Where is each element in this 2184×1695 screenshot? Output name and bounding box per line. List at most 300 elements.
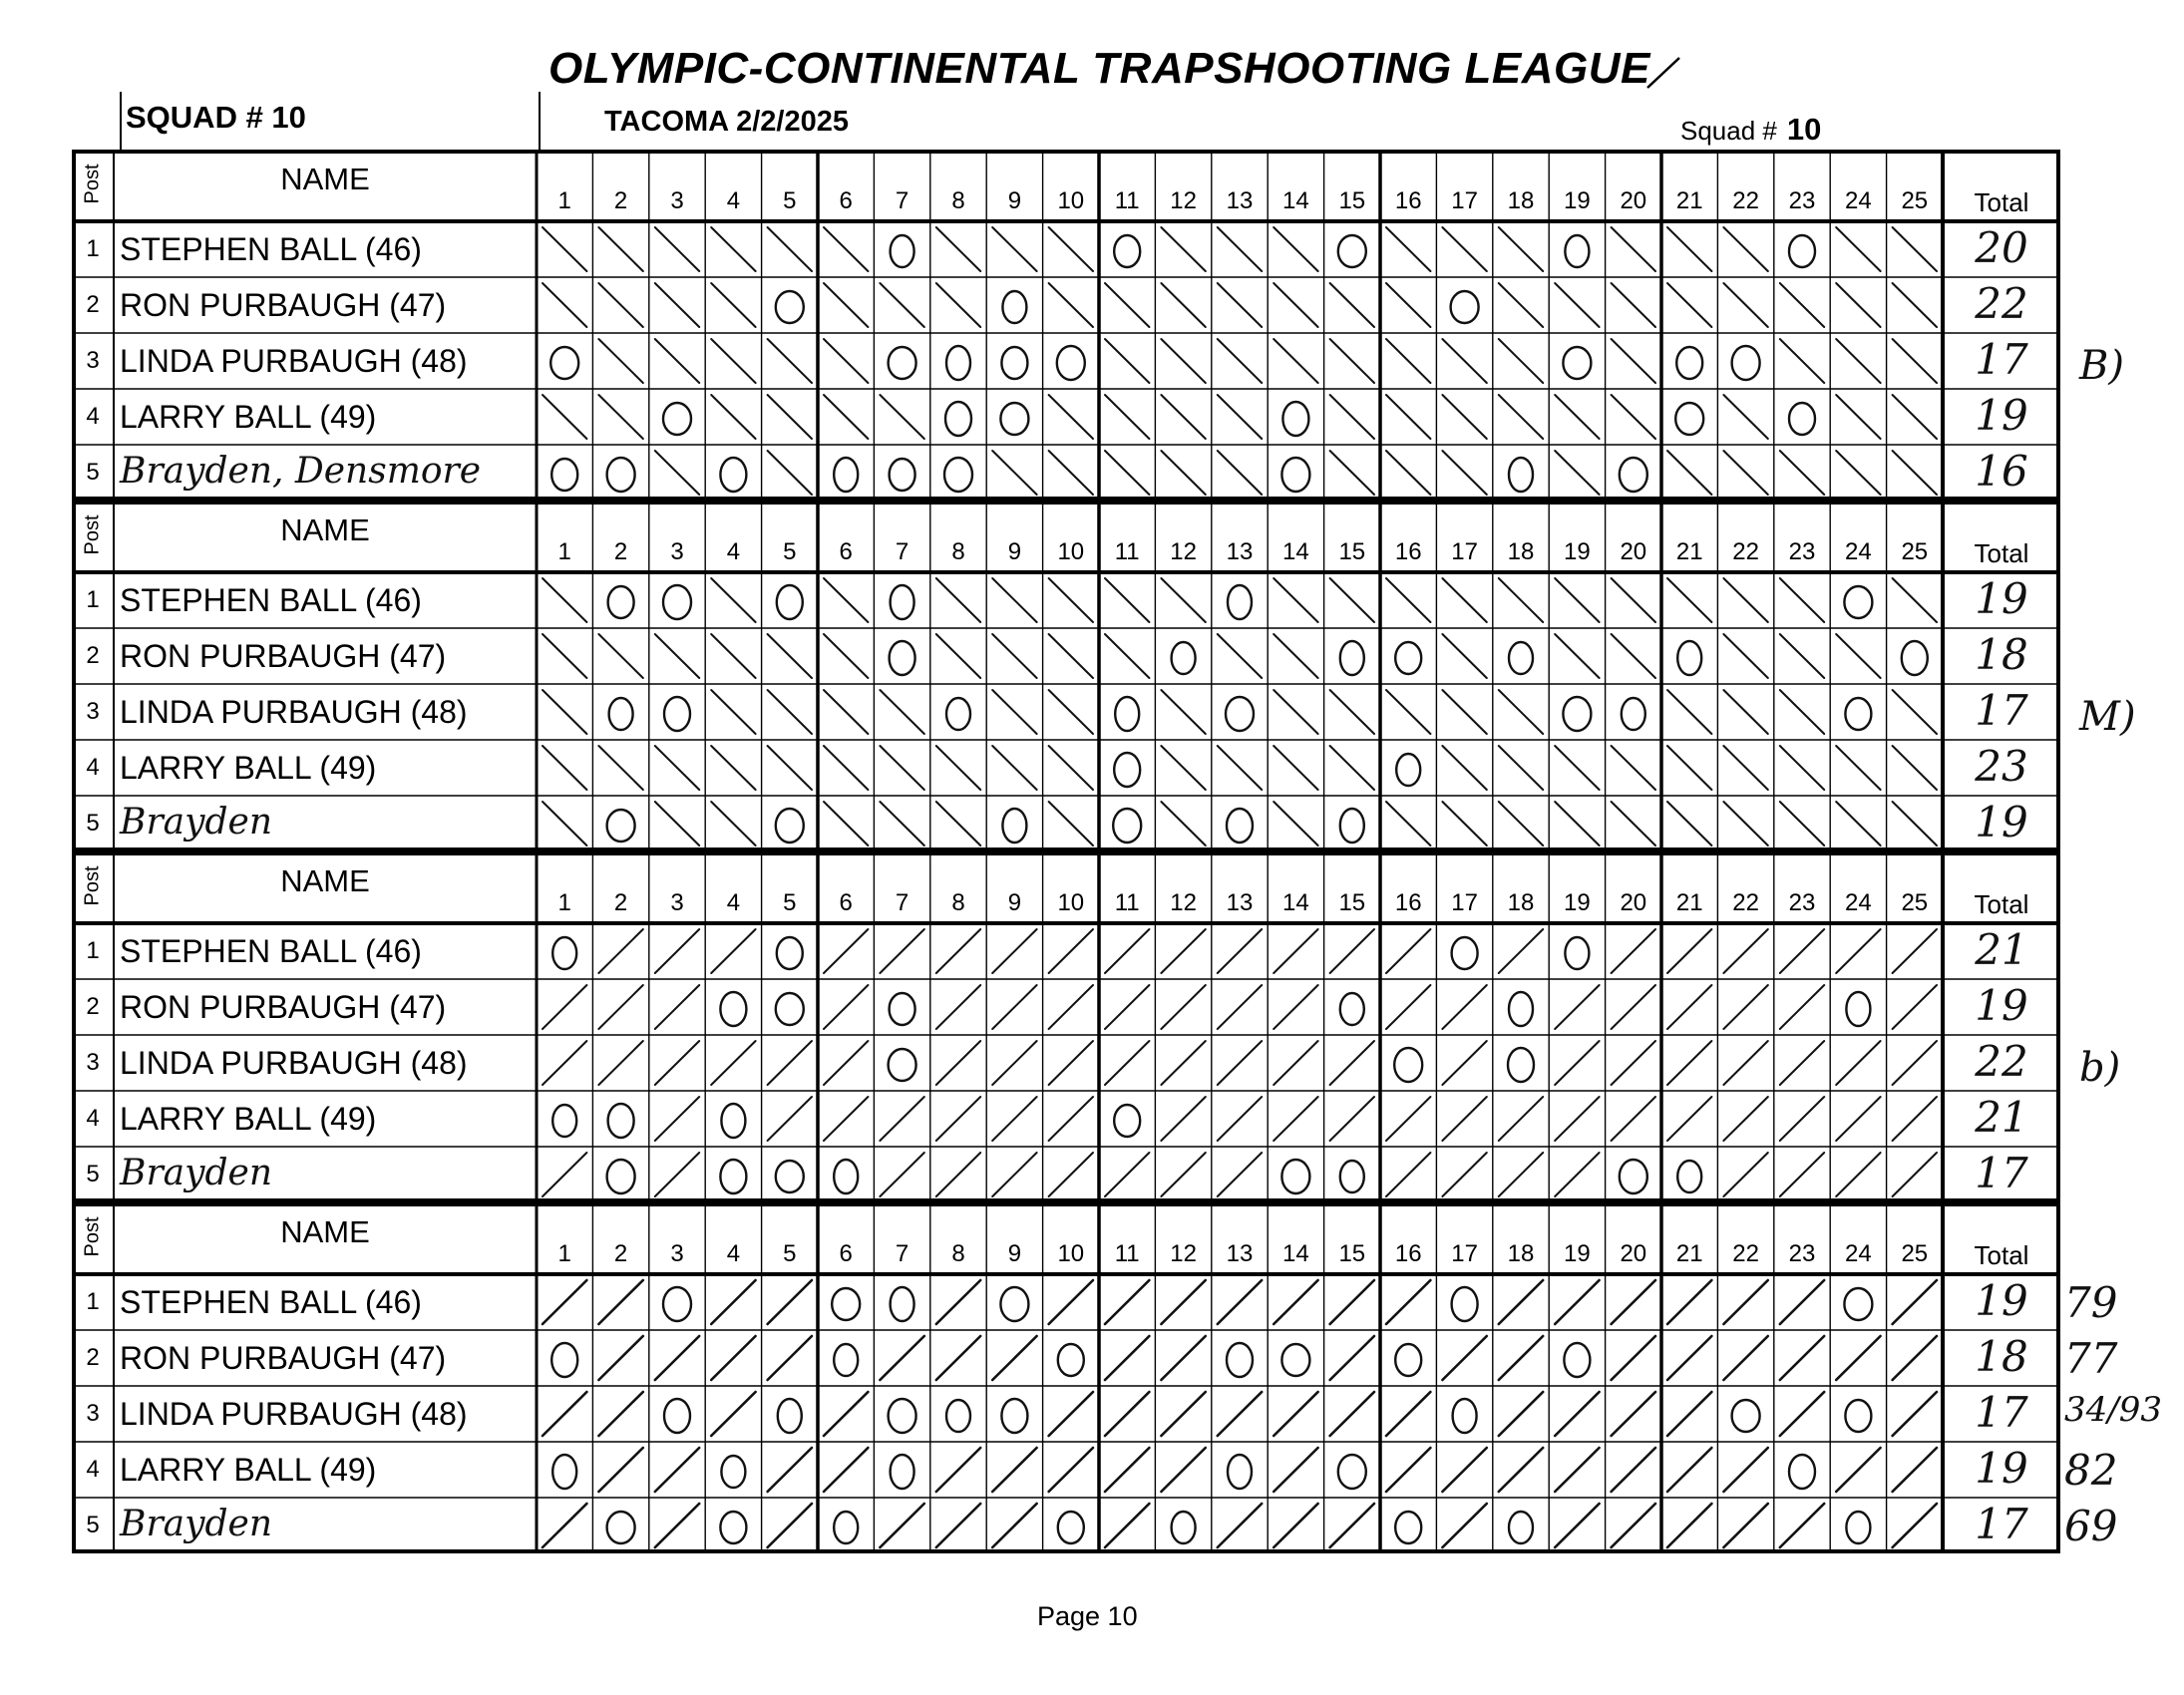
hit-target-mark [1105,1392,1149,1436]
hit-target-mark [1893,1448,1937,1492]
hit-target-mark [1386,1448,1430,1492]
target-number-header: 3 [670,187,684,214]
target-number-header: 10 [1057,187,1085,214]
target-number-header: 11 [1114,187,1140,214]
post-number: 1 [86,235,100,262]
hit-target-mark [1442,1448,1486,1492]
hit-target-mark [1667,1504,1711,1547]
row-total: 22 [1975,1037,2028,1086]
target-number-header: 13 [1226,538,1254,565]
target-number-header: 13 [1226,187,1254,214]
target-number-header: 7 [895,889,910,916]
target-number-header: 17 [1451,1240,1478,1267]
target-number-header: 3 [670,889,684,916]
hit-target-mark [655,1336,699,1380]
target-number-header: 16 [1394,538,1422,565]
hit-target-mark [768,1336,812,1380]
hit-target-mark [598,1448,642,1492]
hit-target-mark [992,1504,1036,1547]
lost-target-mark [1452,1287,1478,1321]
post-column-label: Post [81,865,104,906]
hit-target-mark [768,1448,812,1492]
target-number-header: 8 [951,538,965,565]
target-number-header: 3 [670,538,684,565]
hit-target-mark [1780,1280,1824,1324]
post-column-label: Post [81,514,104,555]
target-number-header: 9 [1007,187,1022,214]
total-column-label: Total [1974,1240,2029,1270]
target-number-header: 9 [1007,889,1022,916]
target-number-header: 6 [839,889,853,916]
post-number: 2 [86,291,100,318]
hit-target-mark [598,1336,642,1380]
row-total: 23 [1975,742,2028,791]
lost-target-mark [946,1400,970,1432]
hit-target-mark [824,1392,868,1436]
lost-target-mark [1509,1512,1533,1543]
hit-target-mark [1723,1504,1767,1547]
hit-target-mark [992,1336,1036,1380]
hit-target-mark [1105,1336,1149,1380]
row-total: 17 [1975,1388,2028,1437]
lost-target-mark [664,1399,690,1433]
hit-target-mark [1780,1392,1824,1436]
total-column-label: Total [1974,187,2029,217]
hit-target-mark [1555,1448,1599,1492]
target-number-header: 2 [613,1240,628,1267]
target-number-header: 23 [1788,1240,1816,1267]
lost-target-mark [1789,1455,1815,1489]
hit-target-mark [1555,1392,1599,1436]
handwritten-margin-note: B) [2079,343,2124,389]
target-number-header: 17 [1451,187,1478,214]
lost-target-mark [1338,1455,1366,1489]
target-number-header: 14 [1282,1240,1309,1267]
hit-target-mark [1161,1448,1205,1492]
hit-target-mark [768,1504,812,1547]
target-number-header: 1 [557,889,571,916]
hit-target-mark [1499,1448,1543,1492]
hit-target-mark [1105,1448,1149,1492]
lost-target-mark [1395,1512,1421,1543]
target-number-header: 7 [895,1240,910,1267]
shooter-name: LARRY BALL (49) [120,750,377,786]
target-number-header: 10 [1057,889,1085,916]
lost-target-mark [1058,1512,1084,1543]
target-number-header: 16 [1394,1240,1422,1267]
target-number-header: 8 [951,889,965,916]
hit-target-mark [1836,1336,1880,1380]
hit-target-mark [543,1504,586,1547]
hit-target-mark [1330,1280,1374,1324]
target-number-header: 18 [1507,889,1535,916]
row-total: 17 [1975,1149,2028,1197]
target-number-header: 25 [1901,1240,1929,1267]
handwritten-running-total: 82 [2064,1446,2118,1495]
target-number-header: 19 [1564,1240,1591,1267]
shooter-name: LINDA PURBAUGH (48) [120,343,468,379]
hit-target-mark [1893,1336,1937,1380]
lost-target-mark [1732,1400,1760,1432]
target-number-header: 8 [951,1240,965,1267]
target-number-header: 16 [1394,889,1422,916]
target-number-header: 11 [1114,1240,1140,1267]
post-number: 2 [86,642,100,669]
lost-target-mark [552,1455,576,1489]
lost-target-mark [1564,1343,1590,1377]
target-number-header: 24 [1845,889,1872,916]
post-column-label: Post [81,164,104,204]
target-number-header: 12 [1170,538,1197,565]
row-total: 19 [1975,1276,2028,1325]
target-number-header: 25 [1901,538,1929,565]
hit-target-mark [1105,1504,1149,1547]
post-number: 4 [86,1456,100,1483]
row-total: 18 [1975,630,2028,679]
post-number: 5 [86,1512,100,1538]
target-number-header: 6 [839,538,853,565]
target-number-header: 24 [1845,187,1872,214]
row-total: 19 [1975,574,2028,623]
lost-target-mark [1000,1287,1028,1321]
hit-target-mark [1274,1504,1317,1547]
hit-target-mark [1893,1392,1937,1436]
handwritten-running-total: 34/93 [2064,1390,2162,1430]
target-number-header: 15 [1338,187,1366,214]
target-number-header: 19 [1564,187,1591,214]
row-total: 20 [1975,223,2028,272]
target-number-header: 13 [1226,889,1254,916]
post-number: 3 [86,347,100,374]
post-number: 4 [86,1105,100,1132]
row-total: 17 [1975,1500,2028,1548]
target-number-header: 22 [1732,889,1759,916]
hit-target-mark [1893,1280,1937,1324]
lost-target-mark [1846,1512,1870,1543]
hit-target-mark [1780,1504,1824,1547]
row-total: 19 [1975,798,2028,847]
post-number: 1 [86,937,100,964]
target-number-header: 23 [1788,538,1816,565]
target-number-header: 4 [726,187,741,214]
squad-right-label: Squad # [1680,116,1777,146]
hit-target-mark [711,1392,755,1436]
target-number-header: 22 [1732,187,1759,214]
lost-target-mark [834,1344,858,1376]
lost-target-mark [832,1288,860,1320]
lost-target-mark [889,1399,916,1433]
lost-target-mark [1395,1344,1421,1376]
hit-target-mark [1105,1280,1149,1324]
name-column-label: NAME [280,162,370,196]
hit-target-mark [880,1504,923,1547]
hit-target-mark [1330,1336,1374,1380]
shooter-name: Brayden [120,1504,272,1544]
target-number-header: 9 [1007,1240,1022,1267]
target-number-header: 10 [1057,1240,1085,1267]
target-number-header: 20 [1620,538,1647,565]
hit-target-mark [1555,1504,1599,1547]
target-number-header: 6 [839,187,853,214]
shooter-name: Brayden, Densmore [120,451,482,492]
target-number-header: 21 [1675,889,1703,916]
lost-target-mark [721,1456,745,1488]
target-number-header: 23 [1788,889,1816,916]
hit-target-mark [1218,1504,1262,1547]
row-total: 21 [1975,1093,2028,1142]
post-column-label: Post [81,1216,104,1257]
target-number-header: 18 [1507,1240,1535,1267]
target-number-header: 15 [1338,1240,1366,1267]
shooter-name: LINDA PURBAUGH (48) [120,1045,468,1081]
target-number-header: 25 [1901,889,1929,916]
target-number-header: 14 [1282,187,1309,214]
hit-target-mark [1723,1280,1767,1324]
row-total: 17 [1975,686,2028,735]
target-number-header: 5 [783,538,797,565]
target-number-header: 7 [895,187,910,214]
post-number: 2 [86,993,100,1020]
lost-target-mark [1172,1512,1196,1543]
target-number-header: 12 [1170,187,1197,214]
target-number-header: 5 [783,1240,797,1267]
target-number-header: 7 [895,538,910,565]
target-number-header: 8 [951,187,965,214]
hit-target-mark [1499,1336,1543,1380]
page-number: Page 10 [1037,1601,1138,1631]
target-number-header: 2 [613,889,628,916]
post-number: 3 [86,698,100,725]
lost-target-mark [778,1399,802,1433]
hit-target-mark [1386,1392,1430,1436]
target-number-header: 20 [1620,187,1647,214]
shooter-name: RON PURBAUGH (47) [120,638,447,674]
lost-target-mark [663,1287,691,1321]
target-number-header: 25 [1901,187,1929,214]
hit-target-mark [1612,1504,1655,1547]
hit-target-mark [1274,1448,1317,1492]
target-number-header: 20 [1620,889,1647,916]
hit-target-mark [1667,1280,1711,1324]
hit-target-mark [1836,1448,1880,1492]
row-total: 19 [1975,981,2028,1030]
target-number-header: 12 [1170,1240,1197,1267]
post-number: 2 [86,1344,100,1371]
row-total: 22 [1975,279,2028,328]
target-number-header: 22 [1732,538,1759,565]
target-number-header: 14 [1282,889,1309,916]
hit-target-mark [1330,1392,1374,1436]
handwritten-running-total: 77 [2064,1334,2118,1383]
hit-target-mark [936,1280,980,1324]
squad-label: SQUAD # 10 [126,100,306,135]
lost-target-mark [891,1455,914,1489]
target-number-header: 1 [557,1240,571,1267]
target-number-header: 21 [1675,1240,1703,1267]
target-number-header: 20 [1620,1240,1647,1267]
lost-target-mark [1281,1344,1309,1376]
shooter-name: STEPHEN BALL (46) [120,231,422,267]
hit-target-mark [1049,1392,1093,1436]
target-number-header: 21 [1675,538,1703,565]
hit-target-mark [1218,1392,1262,1436]
lost-target-mark [1227,1343,1253,1377]
hit-target-mark [992,1448,1036,1492]
hit-target-mark [1723,1448,1767,1492]
hit-target-mark [936,1448,980,1492]
hit-target-mark [543,1280,586,1324]
hit-target-mark [1612,1392,1655,1436]
target-number-header: 10 [1057,538,1085,565]
row-total: 18 [1975,1332,2028,1381]
hit-target-mark [768,1280,812,1324]
name-column-label: NAME [280,1214,370,1249]
shooter-name: LINDA PURBAUGH (48) [120,694,468,730]
shooter-name: RON PURBAUGH (47) [120,1340,447,1376]
hit-target-mark [1499,1392,1543,1436]
target-number-header: 4 [726,538,741,565]
target-number-header: 17 [1451,889,1478,916]
hit-target-mark [1049,1448,1093,1492]
target-number-header: 4 [726,1240,741,1267]
total-column-label: Total [1974,538,2029,568]
hit-target-mark [824,1448,868,1492]
name-column-label: NAME [280,512,370,547]
hit-target-mark [1555,1280,1599,1324]
target-number-header: 19 [1564,889,1591,916]
hit-target-mark [543,1392,586,1436]
lost-target-mark [834,1512,858,1543]
hit-target-mark [1499,1280,1543,1324]
hit-target-mark [711,1336,755,1380]
hit-target-mark [1893,1504,1937,1547]
hit-target-mark [1442,1336,1486,1380]
hit-target-mark [1218,1280,1262,1324]
handwritten-margin-note: b) [2079,1045,2121,1091]
hit-target-mark [1612,1336,1655,1380]
venue-date: TACOMA 2/2/2025 [604,106,849,138]
handwritten-running-total: 69 [2064,1502,2118,1550]
target-number-header: 15 [1338,538,1366,565]
target-number-header: 22 [1732,1240,1759,1267]
hit-target-mark [1161,1392,1205,1436]
lost-target-mark [1844,1288,1872,1320]
hit-target-mark [936,1336,980,1380]
post-number: 5 [86,459,100,486]
target-number-header: 21 [1675,187,1703,214]
hit-target-mark [655,1448,699,1492]
handwritten-margin-note: M) [2079,694,2136,740]
post-number: 1 [86,1288,100,1315]
shooter-name: LARRY BALL (49) [120,1452,377,1488]
hit-target-mark [1780,1336,1824,1380]
target-number-header: 1 [557,187,571,214]
target-number-header: 19 [1564,538,1591,565]
target-number-header: 24 [1845,1240,1872,1267]
row-total: 16 [1975,447,2028,496]
target-number-header: 18 [1507,187,1535,214]
shooter-name: Brayden [120,1153,272,1193]
target-number-header: 5 [783,889,797,916]
shooter-name: LARRY BALL (49) [120,399,377,435]
target-number-header: 23 [1788,187,1816,214]
post-number: 5 [86,810,100,837]
target-number-header: 2 [613,538,628,565]
target-number-header: 14 [1282,538,1309,565]
target-number-header: 6 [839,1240,853,1267]
lost-target-mark [607,1512,635,1543]
target-number-header: 11 [1114,538,1140,565]
squad-right-number: 10 [1786,112,1822,147]
hit-target-mark [1274,1280,1317,1324]
target-number-header: 15 [1338,889,1366,916]
lost-target-mark [720,1512,746,1543]
target-number-header: 24 [1845,538,1872,565]
shooter-name: STEPHEN BALL (46) [120,933,422,969]
total-column-label: Total [1974,889,2029,919]
lost-target-mark [1845,1400,1871,1432]
row-total: 19 [1975,1444,2028,1493]
hit-target-mark [1386,1280,1430,1324]
target-number-header: 4 [726,889,741,916]
lost-target-mark [1058,1344,1084,1376]
hit-target-mark [1330,1504,1374,1547]
page-title: OLYMPIC-CONTINENTAL TRAPSHOOTING LEAGUE [548,44,1650,93]
shooter-name: STEPHEN BALL (46) [120,1284,422,1320]
post-number: 1 [86,586,100,613]
hit-target-mark [1667,1448,1711,1492]
post-number: 3 [86,1049,100,1076]
target-number-header: 12 [1170,889,1197,916]
lost-target-mark [1453,1399,1477,1433]
hit-target-mark [1723,1336,1767,1380]
hit-target-mark [1161,1336,1205,1380]
shooter-name: RON PURBAUGH (47) [120,287,447,323]
hit-target-mark [1274,1392,1317,1436]
lost-target-mark [1228,1455,1252,1489]
post-number: 4 [86,403,100,430]
handwritten-running-total: 79 [2064,1278,2118,1327]
target-number-header: 11 [1114,889,1140,916]
target-number-header: 17 [1451,538,1478,565]
name-column-label: NAME [280,863,370,898]
hit-target-mark [598,1280,642,1324]
target-number-header: 1 [557,538,571,565]
target-number-header: 9 [1007,538,1022,565]
hit-target-mark [1612,1280,1655,1324]
lost-target-mark [551,1343,577,1377]
hit-target-mark [711,1280,755,1324]
shooter-name: LINDA PURBAUGH (48) [120,1396,468,1432]
row-total: 21 [1975,925,2028,974]
target-number-header: 2 [613,187,628,214]
hit-target-mark [1612,1448,1655,1492]
post-number: 5 [86,1161,100,1187]
shooter-name: Brayden [120,802,272,843]
lost-target-mark [1001,1399,1027,1433]
target-number-header: 18 [1507,538,1535,565]
hit-target-mark [598,1392,642,1436]
hit-target-mark [1667,1336,1711,1380]
shooter-name: LARRY BALL (49) [120,1101,377,1137]
hit-target-mark [880,1336,923,1380]
post-number: 3 [86,1400,100,1427]
hit-target-mark [936,1504,980,1547]
shooter-name: RON PURBAUGH (47) [120,989,447,1025]
hit-target-mark [1442,1504,1486,1547]
hit-target-mark [655,1504,699,1547]
target-number-header: 16 [1394,187,1422,214]
